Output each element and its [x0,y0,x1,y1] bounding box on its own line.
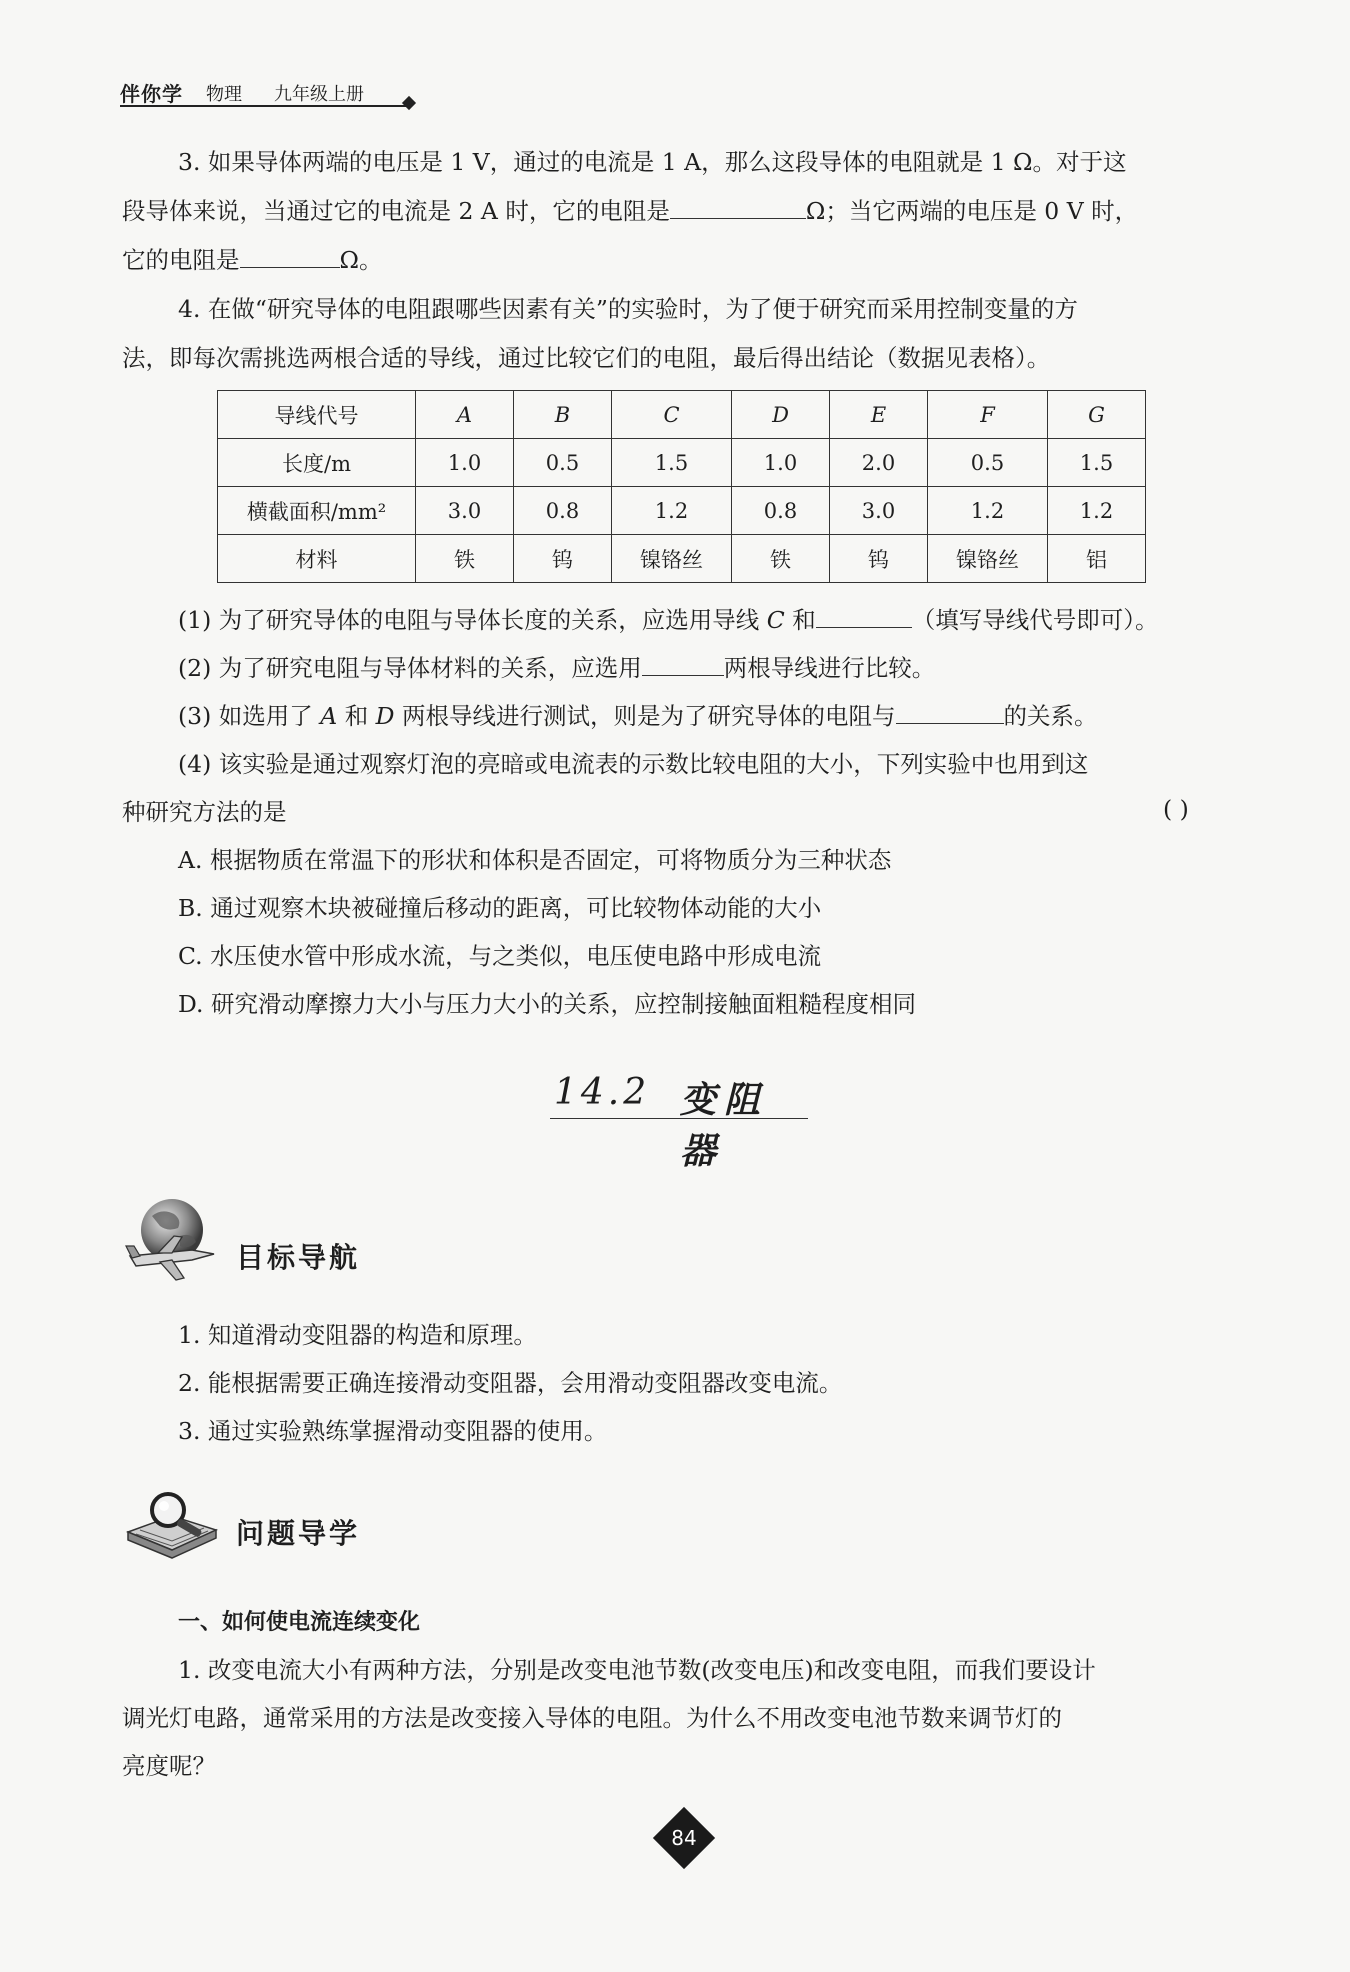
table-row [218,487,1146,535]
table-cell: 钨 [514,535,612,583]
table-row [218,439,1146,487]
q3-line-1: 3. 如果导体两端的电压是 1 V，通过的电流是 1 A，那么这段导体的电阻就是 1 Ω。对于这 [178,148,1127,176]
header-rule [120,105,410,107]
table-row [218,535,1146,583]
answer-parentheses[interactable]: ( ) [1163,795,1189,823]
table-cell: 0.8 [732,487,830,535]
table-cell: 3.0 [830,487,928,535]
table-row-label: 长度/m [218,439,416,487]
guide-paragraph-line-1: 1. 改变电流大小有两种方法，分别是改变电池节数(改变电压)和改变电阻，而我们要设计 [178,1656,1096,1684]
table-row-label: 横截面积/mm² [218,487,416,535]
answer-blank[interactable] [642,651,724,676]
table-cell: 0.5 [928,439,1048,487]
option-c: C. 水压使水管中形成水流，与之类似，电压使电路中形成电流 [178,942,822,970]
table-cell: 镍铬丝 [928,535,1048,583]
option-d: D. 研究滑动摩擦力大小与压力大小的关系，应控制接触面粗糙程度相同 [178,990,916,1018]
goals-heading: 目标导航 [236,1241,361,1274]
q4-line-2: 法，即每次需挑选两根合适的导线，通过比较它们的电阻，最后得出结论（数据见表格）。 [122,344,1051,372]
q4-sub-3: (3) 如选用了 A 和 D 两根导线进行测试，则是为了研究导体的电阻与 的关系。 [178,692,1098,740]
q4-sub-4-line-1: (4) 该实验是通过观察灯泡的亮暗或电流表的示数比较电阻的大小，下列实验中也用到这 [178,750,1089,778]
answer-blank[interactable] [240,243,340,268]
table-cell: 2.0 [830,439,928,487]
header-diamond-icon [402,96,416,110]
q4-line-1: 4. 在做“研究导体的电阻跟哪些因素有关”的实验时，为了便于研究而采用控制变量的方 [178,295,1078,323]
goal-item: 1. 知道滑动变阻器的构造和原理。 [178,1321,537,1349]
table-cell: 0.8 [514,487,612,535]
table-cell: A [416,391,514,439]
grade-label: 九年级上册 [274,84,364,105]
q4-sub-4-line-2: 种研究方法的是 [122,798,287,826]
section-number: 14.2 [554,1072,651,1113]
wire-data-table [217,390,1146,583]
guide-paragraph-line-3: 亮度呢？ [122,1752,216,1780]
goal-item: 2. 能根据需要正确连接滑动变阻器，会用滑动变阻器改变电流。 [178,1369,843,1397]
section-title [550,1072,808,1172]
table-cell: 0.5 [514,439,612,487]
table-cell: 1.2 [612,487,732,535]
q4-sub-1: (1) 为了研究导体的电阻与导体长度的关系，应选用导线 C 和 （填写导线代号即可）。 [178,596,1158,644]
magnifier-book-icon [122,1488,222,1562]
table-cell: C [612,391,732,439]
answer-blank[interactable] [896,699,1004,724]
table-cell: 1.0 [732,439,830,487]
table-cell: E [830,391,928,439]
table-cell: 1.5 [612,439,732,487]
table-cell: 铁 [416,535,514,583]
table-cell: 镍铬丝 [612,535,732,583]
guide-heading: 问题导学 [236,1517,361,1550]
table-cell: 1.5 [1048,439,1146,487]
globe-airplane-icon [122,1196,222,1288]
running-header [120,78,420,106]
q3-line-2: 段导体来说，当通过它的电流是 2 A 时，它的电阻是 Ω；当它两端的电压是 0 V 时， [122,187,1138,235]
table-cell: 1.2 [1048,487,1146,535]
table-cell: 1.2 [928,487,1048,535]
table-cell: 钨 [830,535,928,583]
subject-label: 物理 [206,84,242,105]
brand-name: 伴你学 [120,82,183,106]
q4-sub-2: (2) 为了研究电阻与导体材料的关系，应选用 两根导线进行比较。 [178,644,935,692]
table-cell: 铁 [732,535,830,583]
section-name: 变阻器 [680,1079,769,1172]
q3-line-3: 它的电阻是 Ω。 [122,236,382,284]
option-b: B. 通过观察木块被碰撞后移动的距离，可比较物体动能的大小 [178,894,822,922]
table-row [218,391,1146,439]
answer-blank[interactable] [816,603,912,628]
table-header-cell: 导线代号 [218,391,416,439]
page-number: 84 [671,1826,697,1850]
table-row-label: 材料 [218,535,416,583]
goal-item: 3. 通过实验熟练掌握滑动变阻器的使用。 [178,1417,608,1445]
guide-subheading: 一、如何使电流连续变化 [178,1610,421,1635]
table-cell: D [732,391,830,439]
table-cell: G [1048,391,1146,439]
table-cell: B [514,391,612,439]
section-underline [550,1118,808,1119]
table-cell: 3.0 [416,487,514,535]
guide-paragraph-line-2: 调光灯电路，通常采用的方法是改变接入导体的电阻。为什么不用改变电池节数来调节灯的 [122,1704,1062,1732]
table-cell: 1.0 [416,439,514,487]
option-a: A. 根据物质在常温下的形状和体积是否固定，可将物质分为三种状态 [178,846,892,874]
answer-blank[interactable] [670,194,806,219]
table-cell: F [928,391,1048,439]
table-cell: 铝 [1048,535,1146,583]
